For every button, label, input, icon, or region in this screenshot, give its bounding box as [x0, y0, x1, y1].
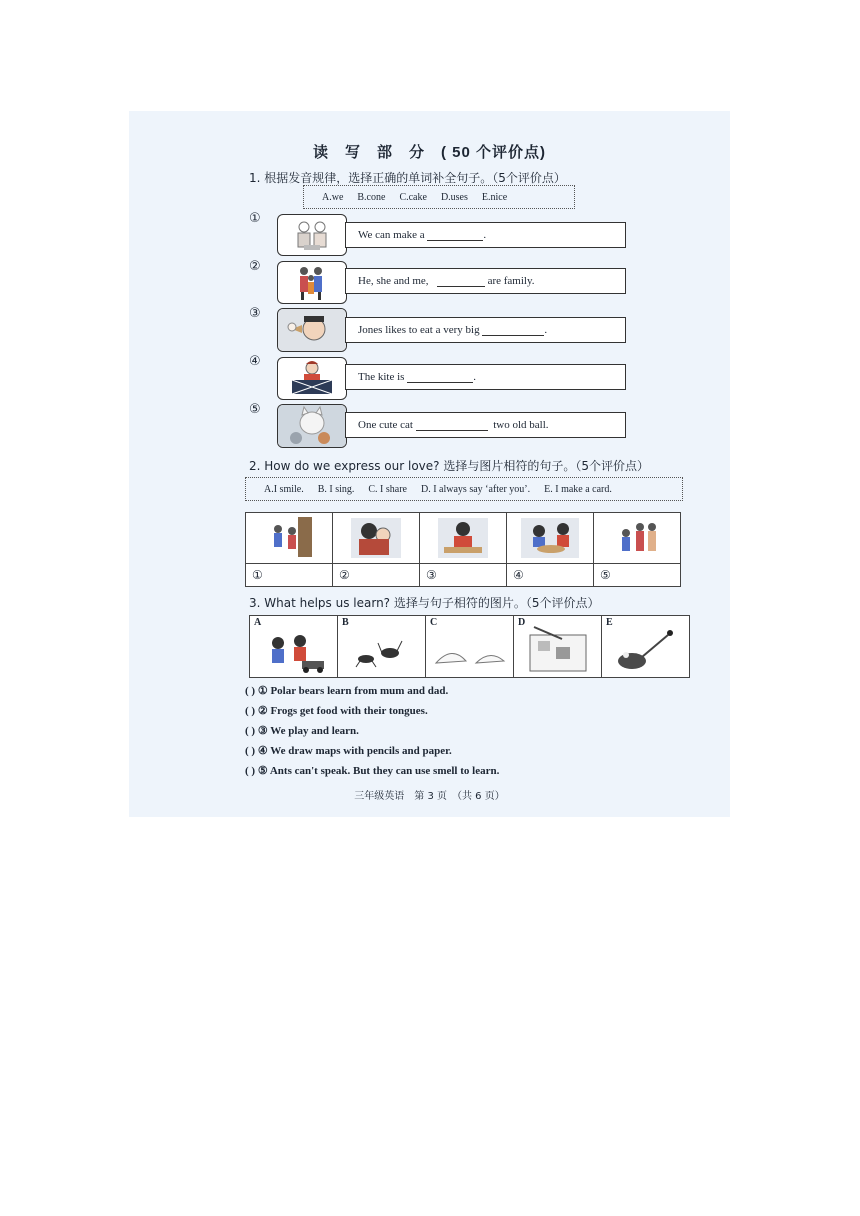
sentence-option: E. I make a card.: [544, 483, 612, 495]
ants-picture: [338, 616, 426, 678]
sentence-option: A.I smile.: [264, 483, 304, 495]
sentence-box: [345, 222, 626, 248]
children-baking-picture: [277, 214, 347, 256]
sentence-text: Ants can't speak. But they can use smell to learn.: [269, 765, 500, 777]
card-making-picture: [420, 513, 507, 564]
answer-line: ( ) ① Polar bears learn from mum and dad.: [245, 685, 449, 697]
frog-tongue-picture: [602, 616, 690, 678]
word-option: E.nice: [481, 191, 508, 203]
sentence-end: .: [473, 371, 476, 383]
family-smiling-picture: [594, 513, 681, 564]
sentence-option: D. I always say ‘after you’.: [421, 483, 531, 495]
answer-parentheses[interactable]: ( ): [245, 705, 256, 717]
item-number: ⑤: [249, 402, 261, 417]
section2-sentence-bank: [245, 477, 683, 501]
sentence-box: [345, 412, 626, 438]
answer-line: ( ) ⑤ Ants can't speak. But they can use smell to learn.: [245, 765, 500, 777]
sentence-text: Polar bears learn from mum and dad.: [270, 685, 449, 697]
item-number: ④: [249, 354, 261, 369]
sentence-option: C. I share: [368, 483, 407, 495]
section1-word-bank: [303, 185, 575, 209]
answer-cell[interactable]: ④: [507, 564, 594, 587]
word-option: D.uses: [440, 191, 468, 203]
word-option: B.cone: [357, 191, 386, 203]
word-option: A.we: [322, 191, 344, 203]
picture-letter: D: [518, 617, 526, 628]
section2-picture-table: [245, 512, 681, 587]
children-playing-toy-car-picture: [250, 616, 338, 678]
section3-heading: 3. What helps us learn? 选择与句子相符的图片。（5个评价点）: [249, 596, 600, 610]
sentence-text: We can make a: [358, 229, 425, 241]
sentence-box: [345, 364, 626, 390]
polar-bears-picture: [426, 616, 514, 678]
answer-line: ( ) ② Frogs get food with their tongues.: [245, 705, 428, 717]
sentence-box: [345, 268, 626, 294]
answer-parentheses[interactable]: ( ): [245, 685, 256, 697]
picture-letter: E: [606, 617, 613, 628]
picture-letter: B: [342, 617, 349, 628]
ice-cream-boy-picture: [277, 308, 347, 352]
hugging-picture: [333, 513, 420, 564]
section2-heading: 2. How do we express our love? 选择与图片相符的句子。（5个评价点）: [249, 459, 649, 473]
sentence-box: [345, 317, 626, 343]
item-number: ②: [249, 259, 261, 274]
section3-picture-table: [249, 615, 690, 678]
sentence-text: Jones likes to eat a very big: [358, 324, 480, 336]
answer-blank[interactable]: [427, 230, 483, 241]
answer-parentheses[interactable]: ( ): [245, 745, 256, 757]
sentence-end: .: [544, 324, 548, 336]
sentence-text: One cute cat: [358, 419, 413, 431]
cat-with-balls-picture: [277, 404, 347, 448]
door-holding-picture: [246, 513, 333, 564]
answer-blank[interactable]: [437, 276, 485, 287]
answer-line: ( ) ③ We play and learn.: [245, 725, 359, 737]
answer-parentheses[interactable]: ( ): [245, 765, 256, 777]
picture-letter: C: [430, 617, 438, 628]
sharing-food-picture: [507, 513, 594, 564]
sentence-end: are family.: [487, 275, 535, 287]
answer-blank[interactable]: [482, 325, 544, 336]
picture-letter: A: [254, 617, 262, 628]
answer-cell[interactable]: ③: [420, 564, 507, 587]
page-title: 读 写 部 分 ( 50 个评价点): [312, 144, 546, 161]
section1-heading: 1. 根据发音规律，选择正确的单词补全句子。（5个评价点）: [249, 171, 566, 185]
boy-with-kite-picture: [277, 357, 347, 400]
answer-line: ( ) ④ We draw maps with pencils and paper.: [245, 745, 452, 757]
drawing-map-picture: [514, 616, 602, 678]
answer-cell[interactable]: ⑤: [594, 564, 681, 587]
sentence-text: He, she and me,: [358, 275, 429, 287]
answer-parentheses[interactable]: ( ): [245, 725, 256, 737]
sentence-end: two old ball.: [493, 419, 549, 431]
sentence-text: The kite is: [358, 371, 405, 383]
answer-cell[interactable]: ②: [333, 564, 420, 587]
sentence-text: We play and learn.: [270, 725, 359, 737]
page-footer: 三年级英语 第 3 页 （共 6 页）: [354, 791, 505, 802]
worksheet-page: [129, 111, 730, 817]
item-number: ①: [249, 211, 261, 226]
sentence-end: .: [483, 229, 487, 241]
word-option: C.cake: [399, 191, 427, 203]
family-picture: [277, 261, 347, 304]
sentence-option: B. I sing.: [317, 483, 355, 495]
answer-blank[interactable]: [407, 372, 473, 383]
sentence-text: Frogs get food with their tongues.: [270, 705, 428, 717]
answer-blank[interactable]: [416, 420, 488, 431]
answer-cell[interactable]: ①: [246, 564, 333, 587]
item-number: ③: [249, 306, 261, 321]
sentence-text: We draw maps with pencils and paper.: [270, 745, 452, 757]
